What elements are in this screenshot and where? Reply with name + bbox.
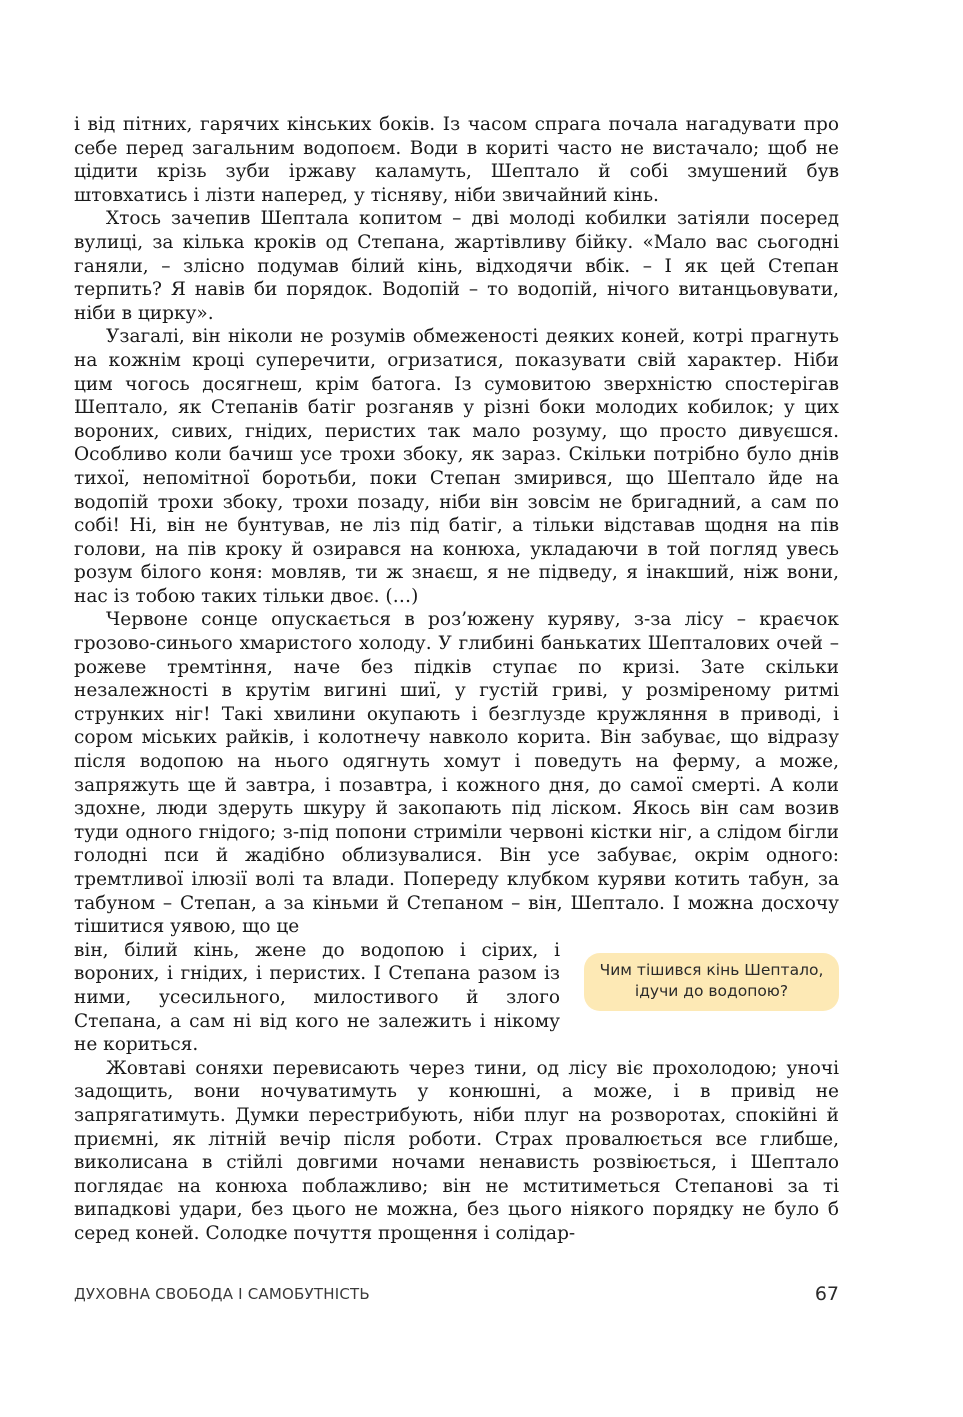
- question-callout: Чим тішився кінь Шептало, ідучи до водопою?: [584, 953, 839, 1011]
- body-text: [74, 113, 839, 1246]
- paragraph-4-tail: він, білий кінь, жене до водопою і сірих, і вороних, і гнідих, і перистих. І Степана разом із ними, усесильного, милостивого й злого Степана, а сам ні від кого не залежить і нікому не кориться.: [74, 939, 560, 1056]
- paragraph-2: Хтось зачепив Шептала копитом – дві молоді кобилки затіяли посеред вулиці, за кілька кроків од Степана, жартівливу бійку. «Мало вас сьогодні ганяли, – злісно подумав білий кінь, відходячи вбік. – І як цей Степан терпить? Я навів би порядок. Водопій – то водопій, нічого витанцьовувати, ніби в цирку».: [74, 208, 839, 324]
- paragraph-5: Жовтаві соняхи перевисають через тини, од лісу віє прохолодою; уночі задощить, вони ночуватимуть у конюшні, а може, і в привід не запрягатимуть. Думки перестрибують, ніби плуг на розворотах, спокійні й приємні, як літній вечір після роботи. Страх провалюється все глибше, виколисана в стійлі довгими ночами ненависть розвіюється, і Шептало поглядає на конюха поблажливо; він не мститиметься Степанові за ті випадкові удари, без цього не можна, без цього ніякого порядку не було б серед коней. Солодке почуття прощення і солідар-: [74, 1057, 839, 1244]
- paragraph-1: і від пітних, гарячих кінських боків. Із часом спрага почала нагадувати про себе перед загальним водопоєм. Води в кориті часто не вистачало; щоб не цідити крізь зуби іржаву каламуть, Шептало й собі змушений був штовхатись і лізти наперед, у тісняву, ніби звичайний кінь.: [74, 114, 839, 206]
- footer-section-title: ДУХОВНА СВОБОДА І САМОБУТНІСТЬ: [74, 1285, 370, 1303]
- page-number: 67: [814, 1283, 839, 1305]
- paragraph-4: Червоне сонце опускається в роз’южену куряву, з-за лісу – краєчок грозово-синього хмаристого холоду. У глибині банькатих Шепталових очей – рожеве тремтіння, наче без підків ступає по кризі. Зате скільки незалежності в крутім вигині шиї, у густій гриві, у розміреному ритмі струнких ніг! Такі хвилини окупають і безглузде кружляння в приводі, і сором міських райків, і колотнечу навколо корита. Він забуває, що відразу після водопою на нього одягнуть хомут і поведуть на ферму, а може, запряжуть ще й завтра, і позавтра, і кожного дня, до самої смерті. А коли здохне, люди здеруть шкуру й закопають під ліском. Якось він сам возив туди одного гнідого; з-під попони стриміли червоні кістки ніг, а слідом бігли голодні пси й жадібно облизувалися. Він усе забуває, окрім одного: тремтливої ілюзії волі та влади. Попереду клубком куряви котить табун, за табуном – Степан, а за кіньми й Степаном – він, Шептало. І можна досхочу тішитися уявою, що це: [74, 609, 839, 938]
- paragraph-3: Узагалі, він ніколи не розумів обмеженості деяких коней, котрі прагнуть на кожнім кроці суперечити, огризатися, показувати свій характер. Ніби цим чогось досягнеш, крім батога. Із сумовитою зверхністю спостерігав Шептало, як Степанів батіг розганяв у різні боки молодих кобилок; у цих вороних, сивих, гнідих, перистих так мало розуму, що просто дивуєшся. Особливо коли бачиш усе трохи збоку, як зараз. Скільки потрібно було днів тихої, непомітної боротьби, поки Степан змирився, що Шептало йде на водопій трохи збоку, трохи позаду, ніби він зовсім не бригадний, а сам по собі! Ні, він не бунтував, не ліз під батіг, а тільки відставав щодня на пів голови, на пів кроку й озирався на конюха, укладаючи в той погляд увесь розум білого коня: мовляв, ти ж знаєш, я не підведу, я інакший, ніж вони, нас із тобою таких тільки двоє. (…): [74, 326, 839, 607]
- paragraph-4-with-callout: [74, 939, 839, 1057]
